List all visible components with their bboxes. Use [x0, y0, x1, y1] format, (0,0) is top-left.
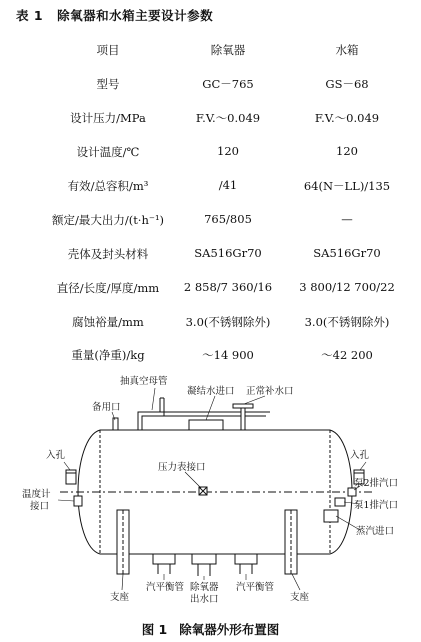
side-nozzles: [74, 488, 356, 522]
row-deaerator-value: /41: [218, 178, 238, 192]
row-tank-value: GS－68: [325, 77, 369, 91]
leader-vacuum: [152, 388, 155, 410]
row-tank-value: 3 800/12 700/22: [299, 280, 395, 294]
row-deaerator-value: 3.0(不锈钢除外): [185, 315, 271, 329]
makeup-flange: [233, 404, 253, 408]
label-balance-pipe-left: 汽平衡管: [146, 582, 185, 593]
row-deaerator-value: 120: [217, 144, 239, 158]
row-deaerator-value: 765/805: [204, 212, 252, 226]
label-pressure-gauge: 压力表接口: [158, 462, 206, 473]
figure-number: 图 1: [141, 622, 168, 637]
table-number: 表 1: [16, 8, 44, 23]
table-row: [0, 110, 421, 130]
row-deaerator-value: ～14 900: [202, 348, 254, 362]
header-item: 项目: [96, 43, 120, 57]
deaerator-drawing: [0, 368, 421, 618]
row-tank-value: ～42 200: [321, 348, 373, 362]
balance-pipe-left-flange: [153, 554, 175, 564]
table-row: [0, 347, 421, 367]
label-steam-inlet: 蒸汽进口: [356, 526, 395, 537]
row-tank-value: F.V.～0.049: [314, 111, 380, 125]
row-deaerator-value: 2 858/7 360/16: [183, 280, 273, 294]
table-row: [0, 280, 421, 300]
supports-and-drops: [117, 510, 297, 576]
label-pump1-vent: 泵1排汽口: [354, 500, 399, 511]
header-tank: 水箱: [335, 43, 359, 57]
leader-gauge: [185, 472, 201, 488]
row-deaerator-value: F.V.～0.049: [195, 111, 261, 125]
label-pump2-vent: 泵2排汽口: [354, 478, 399, 489]
row-deaerator-value: GC－765: [202, 77, 254, 91]
leader-makeup: [244, 396, 265, 404]
label-temp-port-2: 接口: [30, 501, 50, 512]
label-condensate-inlet: 凝结水进口: [187, 386, 235, 397]
label-support-right: 支座: [290, 592, 310, 603]
outlet-flange: [192, 554, 216, 564]
manhole-left-body: [66, 470, 76, 484]
balance-pipe-right-flange: [235, 554, 257, 564]
row-tank-value: —: [341, 212, 353, 226]
row-label: 额定/最大出力/(t·h⁻¹): [51, 213, 165, 227]
label-support-left: 支座: [110, 592, 130, 603]
condensate-nozzle: [189, 420, 223, 430]
row-label: 有效/总容积/m³: [67, 179, 149, 193]
row-label: 设计压力/MPa: [70, 111, 146, 125]
leader-thermometer: [58, 500, 74, 501]
figure-caption: [0, 620, 421, 638]
table-row: [0, 178, 421, 198]
table-title: [16, 6, 213, 24]
header-deaerator: 除氧器: [210, 43, 246, 57]
row-label: 壳体及封头材料: [67, 247, 149, 261]
label-manhole-left: 入孔: [46, 450, 66, 461]
label-makeup-inlet: 正常补水口: [246, 386, 294, 397]
table-header-row: [0, 42, 421, 62]
row-label: 腐蚀裕量/mm: [72, 315, 144, 329]
steam-inlet-nozzle: [324, 510, 338, 522]
label-outlet-2: 出水口: [190, 594, 219, 605]
vacuum-pipe: [138, 398, 160, 430]
table-row: [0, 246, 421, 266]
figure-caption-text: 除氧器外形布置图: [179, 622, 280, 637]
top-nozzles: [113, 404, 253, 430]
pressure-gauge-port: [199, 487, 207, 495]
spare-nozzle: [113, 418, 118, 430]
row-label: 型号: [96, 77, 120, 91]
table-title-text: 除氧器和水箱主要设计参数: [57, 8, 214, 23]
table-row: [0, 314, 421, 334]
leader-support-left: [122, 574, 123, 590]
thermometer-nozzle: [74, 496, 82, 506]
table-row: [0, 212, 421, 232]
label-balance-pipe-right: 汽平衡管: [236, 582, 275, 593]
row-label: 直径/长度/厚度/mm: [56, 281, 160, 295]
row-deaerator-value: SA516Gr70: [194, 246, 262, 260]
label-temp-port-1: 温度计: [22, 489, 51, 500]
vessel-outline: [60, 430, 372, 554]
table-row: [0, 76, 421, 96]
row-tank-value: 64(N－LL)/135: [303, 179, 391, 193]
row-label: 重量(净重)/kg: [71, 348, 145, 362]
manholes: [66, 470, 364, 484]
pump1-vent-nozzle: [335, 498, 345, 506]
leader-manhole-left: [64, 462, 70, 470]
label-spare-port: 备用口: [92, 402, 121, 413]
row-label: 设计温度/℃: [76, 145, 140, 159]
label-outlet-1: 除氧器: [190, 582, 219, 593]
table-row: [0, 144, 421, 164]
leader-manhole-right: [360, 462, 366, 470]
leader-support-right: [292, 574, 300, 590]
row-tank-value: SA516Gr70: [313, 246, 381, 260]
row-tank-value: 120: [336, 144, 358, 158]
label-vacuum-pipe: 抽真空母管: [120, 376, 168, 387]
row-tank-value: 3.0(不锈钢除外): [304, 315, 390, 329]
label-manhole-right: 入孔: [350, 450, 370, 461]
